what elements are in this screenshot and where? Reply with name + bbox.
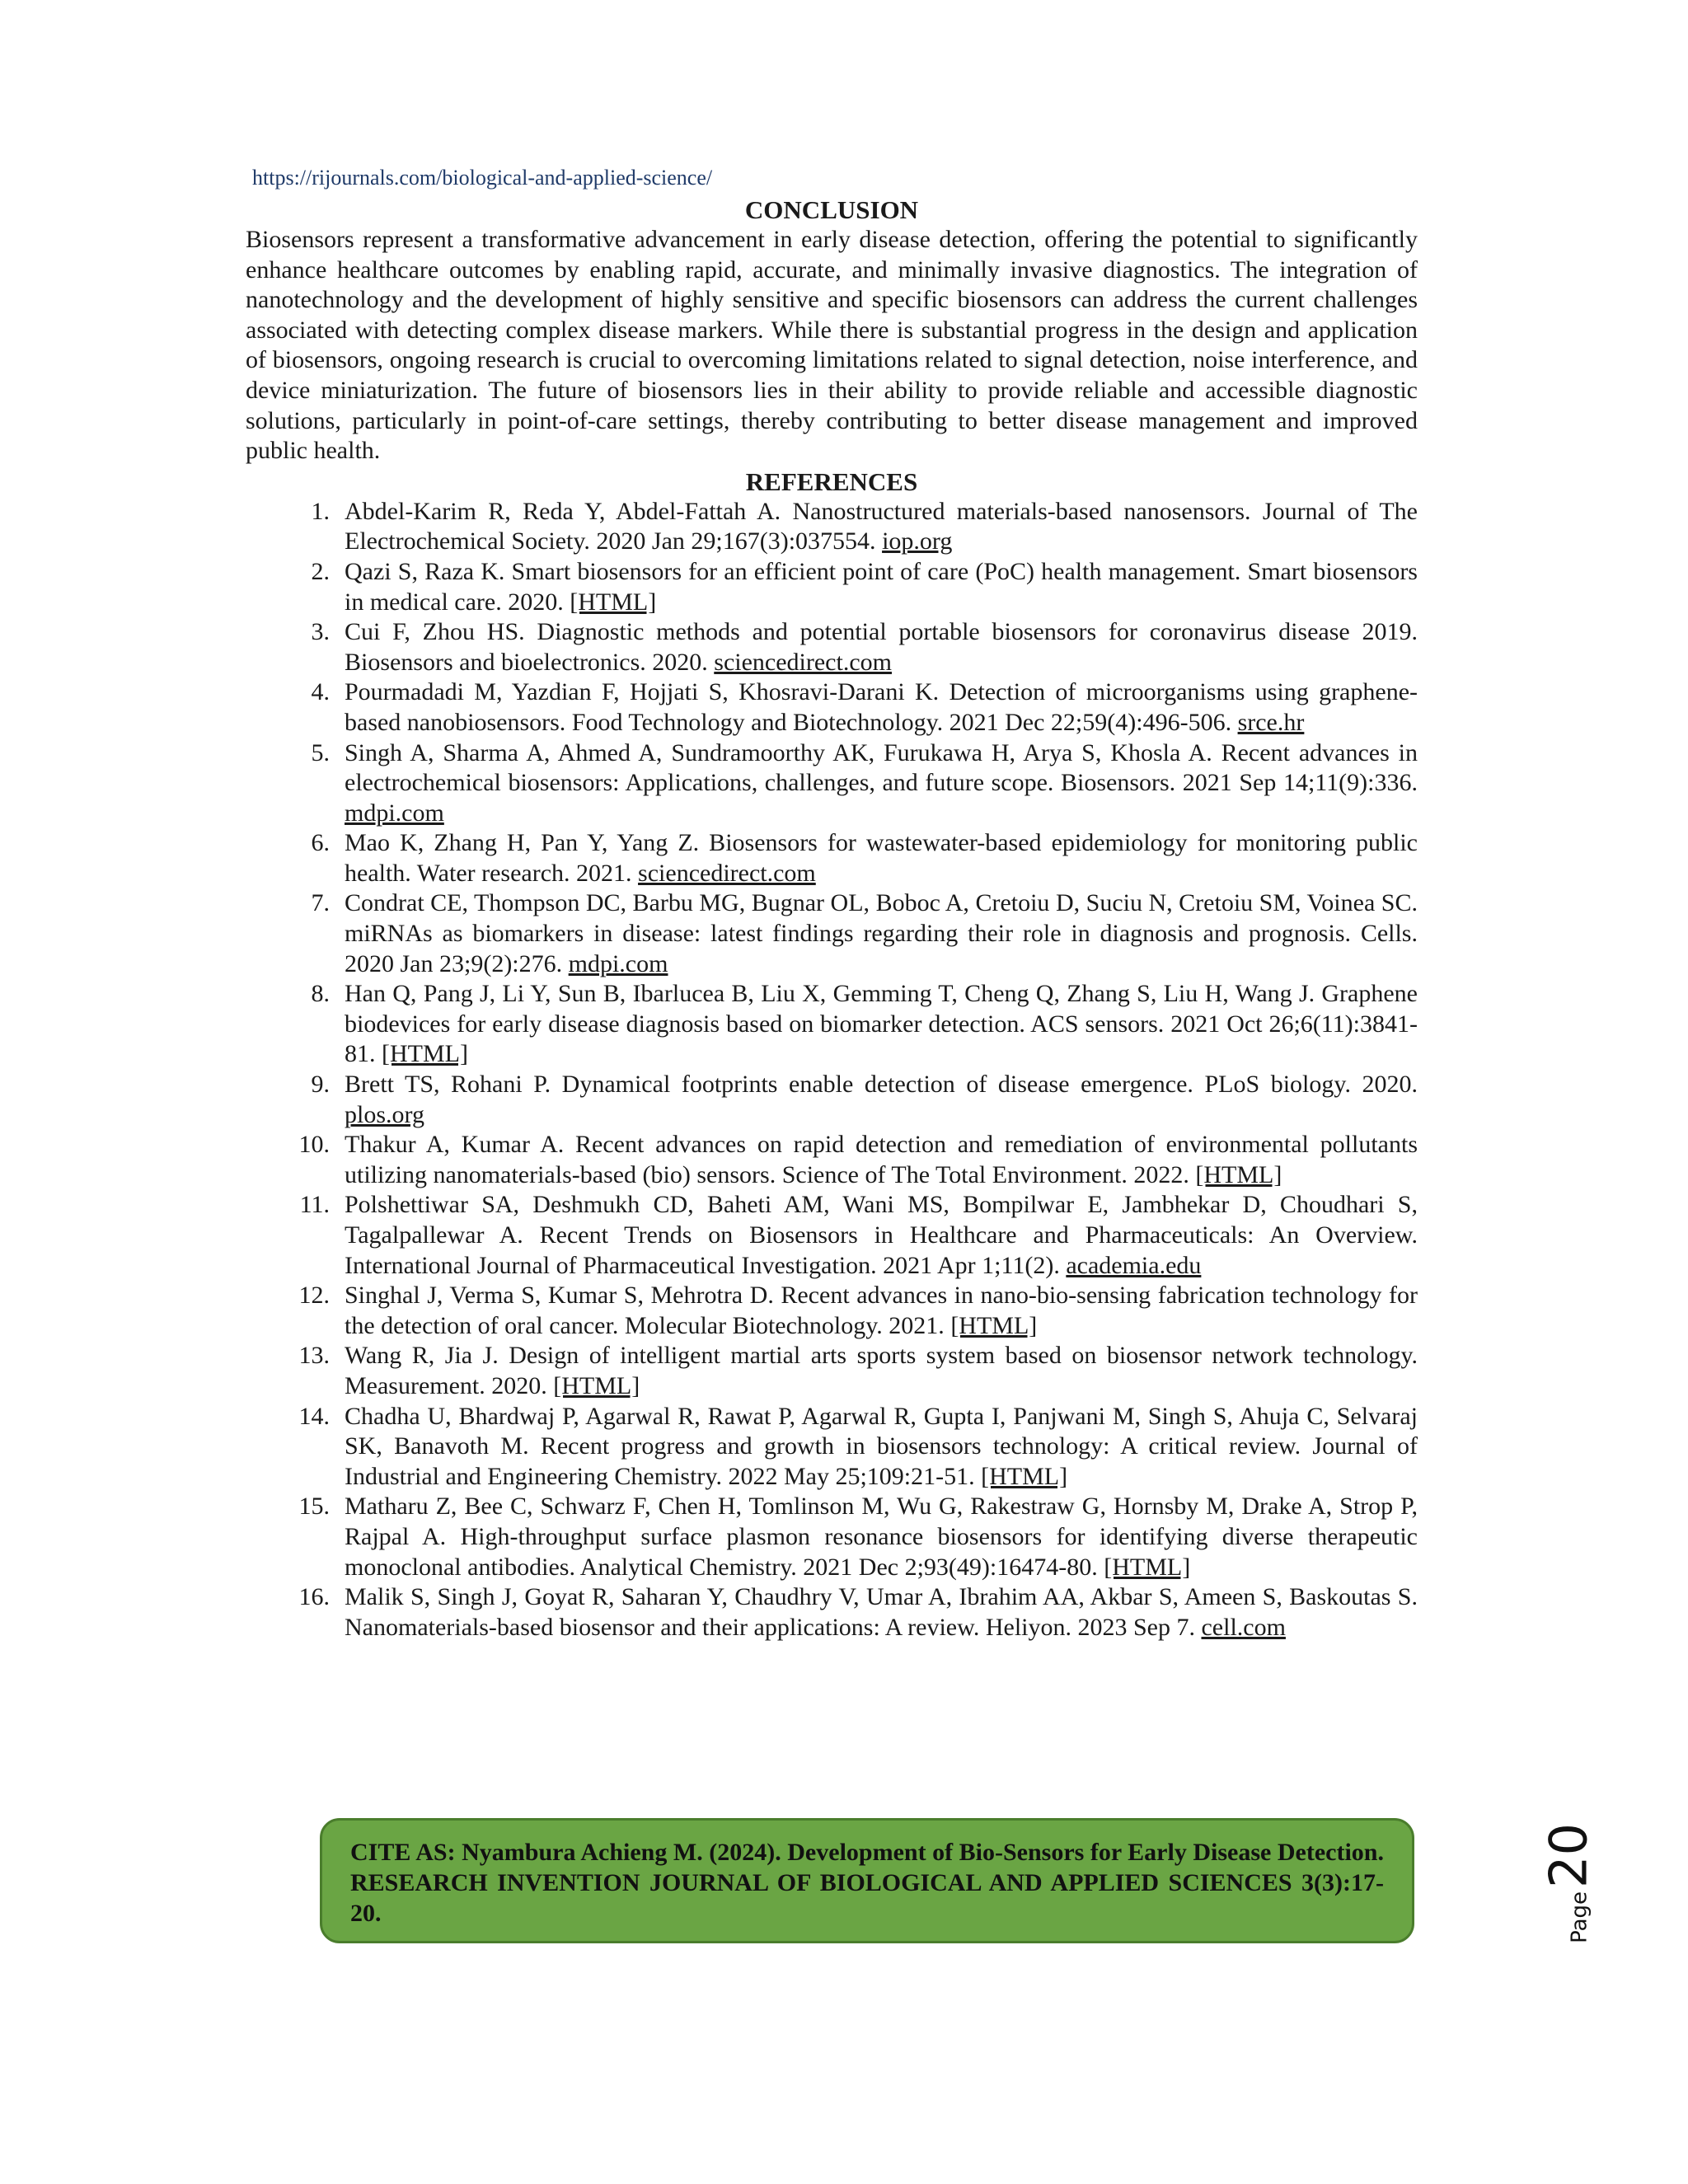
reference-number: 8.	[311, 980, 330, 1008]
reference-text: Brett TS, Rohani P. Dynamical footprints enable detection of disease emergence. PLoS biology. 2020.	[345, 1071, 1418, 1099]
reference-text: Abdel-Karim R, Reda Y, Abdel-Fattah A. Nanostructured materials-based nanosensors. Journal of The Electrochemical Society. 2020 Jan 29;167(3):037554.	[345, 497, 1418, 555]
reference-source-link[interactable]: sciencedirect.com	[714, 648, 892, 676]
reference-number: 6.	[311, 829, 330, 857]
reference-source-link[interactable]: srce.hr	[1237, 708, 1305, 736]
journal-url-link[interactable]: https://rijournals.com/biological-and-applied-science/	[252, 166, 713, 190]
reference-number: 5.	[311, 738, 330, 766]
reference-body	[345, 1402, 1418, 1493]
reference-body	[345, 1130, 1418, 1190]
reference-item	[246, 828, 1418, 888]
reference-item	[246, 979, 1418, 1070]
reference-text: Chadha U, Bhardwaj P, Agarwal R, Rawat P, Agarwal R, Gupta I, Panjwani M, Singh S, Ahuja C, Selvaraj SK, Banavoth M. Recent progress and growth in biosensors technology: A critical review. Journal of Industrial and Engineering Chemistry. 2022 May 25;109:21-51.	[345, 1402, 1418, 1490]
reference-text: Cui F, Zhou HS. Diagnostic methods and potential portable biosensors for coronavirus disease 2019. Biosensors and bioelectronics. 2020.	[345, 618, 1418, 676]
reference-source-link[interactable]: [HTML]	[1195, 1160, 1282, 1188]
reference-text: Malik S, Singh J, Goyat R, Saharan Y, Chaudhry V, Umar A, Ibrahim AA, Akbar S, Ameen S, Baskoutas S. Nanomaterials-based biosensor and their applications: A review. Heliyon. 2023 Sep 7.	[345, 1583, 1418, 1641]
conclusion-heading: CONCLUSION	[744, 195, 919, 224]
reference-body	[345, 738, 1418, 829]
reference-body	[345, 1281, 1418, 1341]
reference-item	[246, 738, 1418, 829]
reference-item	[246, 677, 1418, 738]
reference-item	[246, 497, 1418, 557]
reference-body	[345, 1582, 1418, 1643]
reference-number: 14.	[298, 1402, 330, 1430]
reference-item	[246, 617, 1418, 677]
reference-number: 12.	[298, 1282, 330, 1310]
reference-source-link[interactable]: sciencedirect.com	[638, 859, 816, 887]
reference-text: Singh A, Sharma A, Ahmed A, Sundramoorthy AK, Furukawa H, Arya S, Khosla A. Recent advances in electrochemical biosensors: Applications, challenges, and future scope. Biosensors. 2021 Sep 14;11(9):336.	[345, 738, 1418, 797]
reference-item	[246, 1402, 1418, 1493]
reference-item	[246, 1492, 1418, 1582]
reference-item	[246, 1070, 1418, 1130]
reference-number: 13.	[298, 1342, 330, 1370]
reference-text: Polshettiwar SA, Deshmukh CD, Baheti AM, Wani MS, Bompilwar E, Jambhekar D, Choudhari S, Tagalpallewar A. Recent Trends on Biosensors in Healthcare and Pharmaceuticals: An Overview. International Journal of Pharmaceutical Investigation. 2021 Apr 1;11(2).	[345, 1191, 1418, 1279]
reference-number: 9.	[311, 1071, 330, 1099]
reference-body	[345, 828, 1418, 888]
reference-text: Mao K, Zhang H, Pan Y, Yang Z. Biosensors for wastewater-based epidemiology for monitoring public health. Water research. 2021.	[345, 829, 1418, 887]
reference-number: 10.	[298, 1131, 330, 1159]
reference-source-link[interactable]: mdpi.com	[345, 799, 444, 827]
reference-item	[246, 1130, 1418, 1190]
page-number-label	[1523, 1805, 1614, 1961]
page-word: Page	[1567, 1891, 1592, 1943]
reference-text: Condrat CE, Thompson DC, Barbu MG, Bugnar OL, Boboc A, Cretoiu D, Suciu N, Cretoiu SM, Voinea SC. miRNAs as biomarkers in disease: latest findings regarding their role in diagnosis and prognosis. Cells. 2020 Jan 23;9(2):276.	[345, 889, 1418, 977]
reference-body	[345, 1190, 1418, 1281]
reference-body	[345, 677, 1418, 738]
reference-body	[345, 888, 1418, 979]
conclusion-paragraph: Biosensors represent a transformative advancement in early disease detection, offering the potential to significantly enhance healthcare outcomes by enabling rapid, accurate, and minimally invasive diagnostics. The integration of nanotechnology and the development of highly sensitive and specific biosensors can address the current challenges associated with detecting complex disease markers. While there is substantial progress in the design and application of biosensors, ongoing research is crucial to overcoming limitations related to signal detection, noise interference, and device miniaturization. The future of biosensors lies in their ability to provide reliable and accessible diagnostic solutions, particularly in point-of-care settings, thereby contributing to better disease management and improved public health.	[246, 226, 1418, 465]
reference-source-link[interactable]: [HTML]	[382, 1040, 468, 1068]
cite-as-box	[320, 1818, 1414, 1943]
reference-body	[345, 557, 1418, 617]
reference-item	[246, 1190, 1418, 1281]
reference-text: Han Q, Pang J, Li Y, Sun B, Ibarlucea B, Liu X, Gemming T, Cheng Q, Zhang S, Liu H, Wang J. Graphene biodevices for early disease diagnosis based on biomarker detection. ACS sensors. 2021 Oct 26;6(11):3841-81.	[345, 980, 1418, 1068]
page-content	[246, 162, 1418, 1643]
reference-number: 16.	[298, 1583, 330, 1611]
reference-source-link[interactable]: [HTML]	[981, 1462, 1068, 1490]
reference-number: 15.	[298, 1493, 330, 1521]
references-list	[246, 497, 1418, 1643]
reference-item	[246, 1281, 1418, 1341]
reference-item	[246, 557, 1418, 617]
reference-text: Singhal J, Verma S, Kumar S, Mehrotra D. Recent advances in nano-bio-sensing fabrication technology for the detection of oral cancer. Molecular Biotechnology. 2021.	[345, 1282, 1418, 1339]
reference-number: 1.	[311, 497, 330, 525]
reference-text: Thakur A, Kumar A. Recent advances on rapid detection and remediation of environmental pollutants utilizing nanomaterials-based (bio) sensors. Science of The Total Environment. 2022.	[345, 1131, 1418, 1188]
reference-text: Qazi S, Raza K. Smart biosensors for an efficient point of care (PoC) health management. Smart biosensors in medical care. 2020.	[345, 557, 1418, 616]
reference-source-link[interactable]: academia.edu	[1066, 1251, 1202, 1279]
reference-text: Pourmadadi M, Yazdian F, Hojjati S, Khosravi-Darani K. Detection of microorganisms using graphene-based nanobiosensors. Food Technology and Biotechnology. 2021 Dec 22;59(4):496-506.	[345, 678, 1418, 736]
reference-source-link[interactable]: [HTML]	[553, 1371, 640, 1399]
reference-number: 4.	[311, 678, 330, 706]
reference-number: 11.	[299, 1191, 330, 1219]
reference-source-link[interactable]: plos.org	[345, 1100, 424, 1128]
reference-source-link[interactable]: [HTML]	[570, 588, 657, 616]
reference-source-link[interactable]: [HTML]	[1104, 1553, 1191, 1581]
reference-number: 2.	[311, 557, 330, 585]
reference-number: 7.	[311, 889, 330, 917]
page-number: 20	[1538, 1823, 1599, 1888]
reference-body	[345, 1492, 1418, 1582]
reference-source-link[interactable]: [HTML]	[950, 1311, 1038, 1339]
reference-source-link[interactable]: mdpi.com	[568, 949, 668, 977]
reference-item	[246, 1341, 1418, 1401]
cite-as-text: CITE AS: Nyambura Achieng M. (2024). Development of Bio-Sensors for Early Disease Detection. RESEARCH INVENTION JOURNAL OF BIOLOGICAL AND APPLIED SCIENCES 3(3):17-20.	[350, 1839, 1384, 1927]
reference-text: Wang R, Jia J. Design of intelligent martial arts sports system based on biosensor network technology. Measurement. 2020.	[345, 1342, 1418, 1399]
reference-item	[246, 1582, 1418, 1643]
reference-source-link[interactable]: cell.com	[1201, 1613, 1286, 1641]
reference-source-link[interactable]: iop.org	[882, 527, 953, 555]
reference-body	[345, 979, 1418, 1070]
reference-body	[345, 617, 1418, 677]
reference-body	[345, 1070, 1418, 1130]
reference-body	[345, 497, 1418, 557]
references-heading: REFERENCES	[745, 466, 918, 496]
reference-item	[246, 888, 1418, 979]
reference-number: 3.	[311, 618, 330, 646]
reference-text: Matharu Z, Bee C, Schwarz F, Chen H, Tomlinson M, Wu G, Rakestraw G, Hornsby M, Drake A, Strop P, Rajpal A. High-throughput surface plasmon resonance biosensors for identifying diverse therapeutic monoclonal antibodies. Analytical Chemistry. 2021 Dec 2;93(49):16474-80.	[345, 1493, 1418, 1581]
reference-body	[345, 1341, 1418, 1401]
